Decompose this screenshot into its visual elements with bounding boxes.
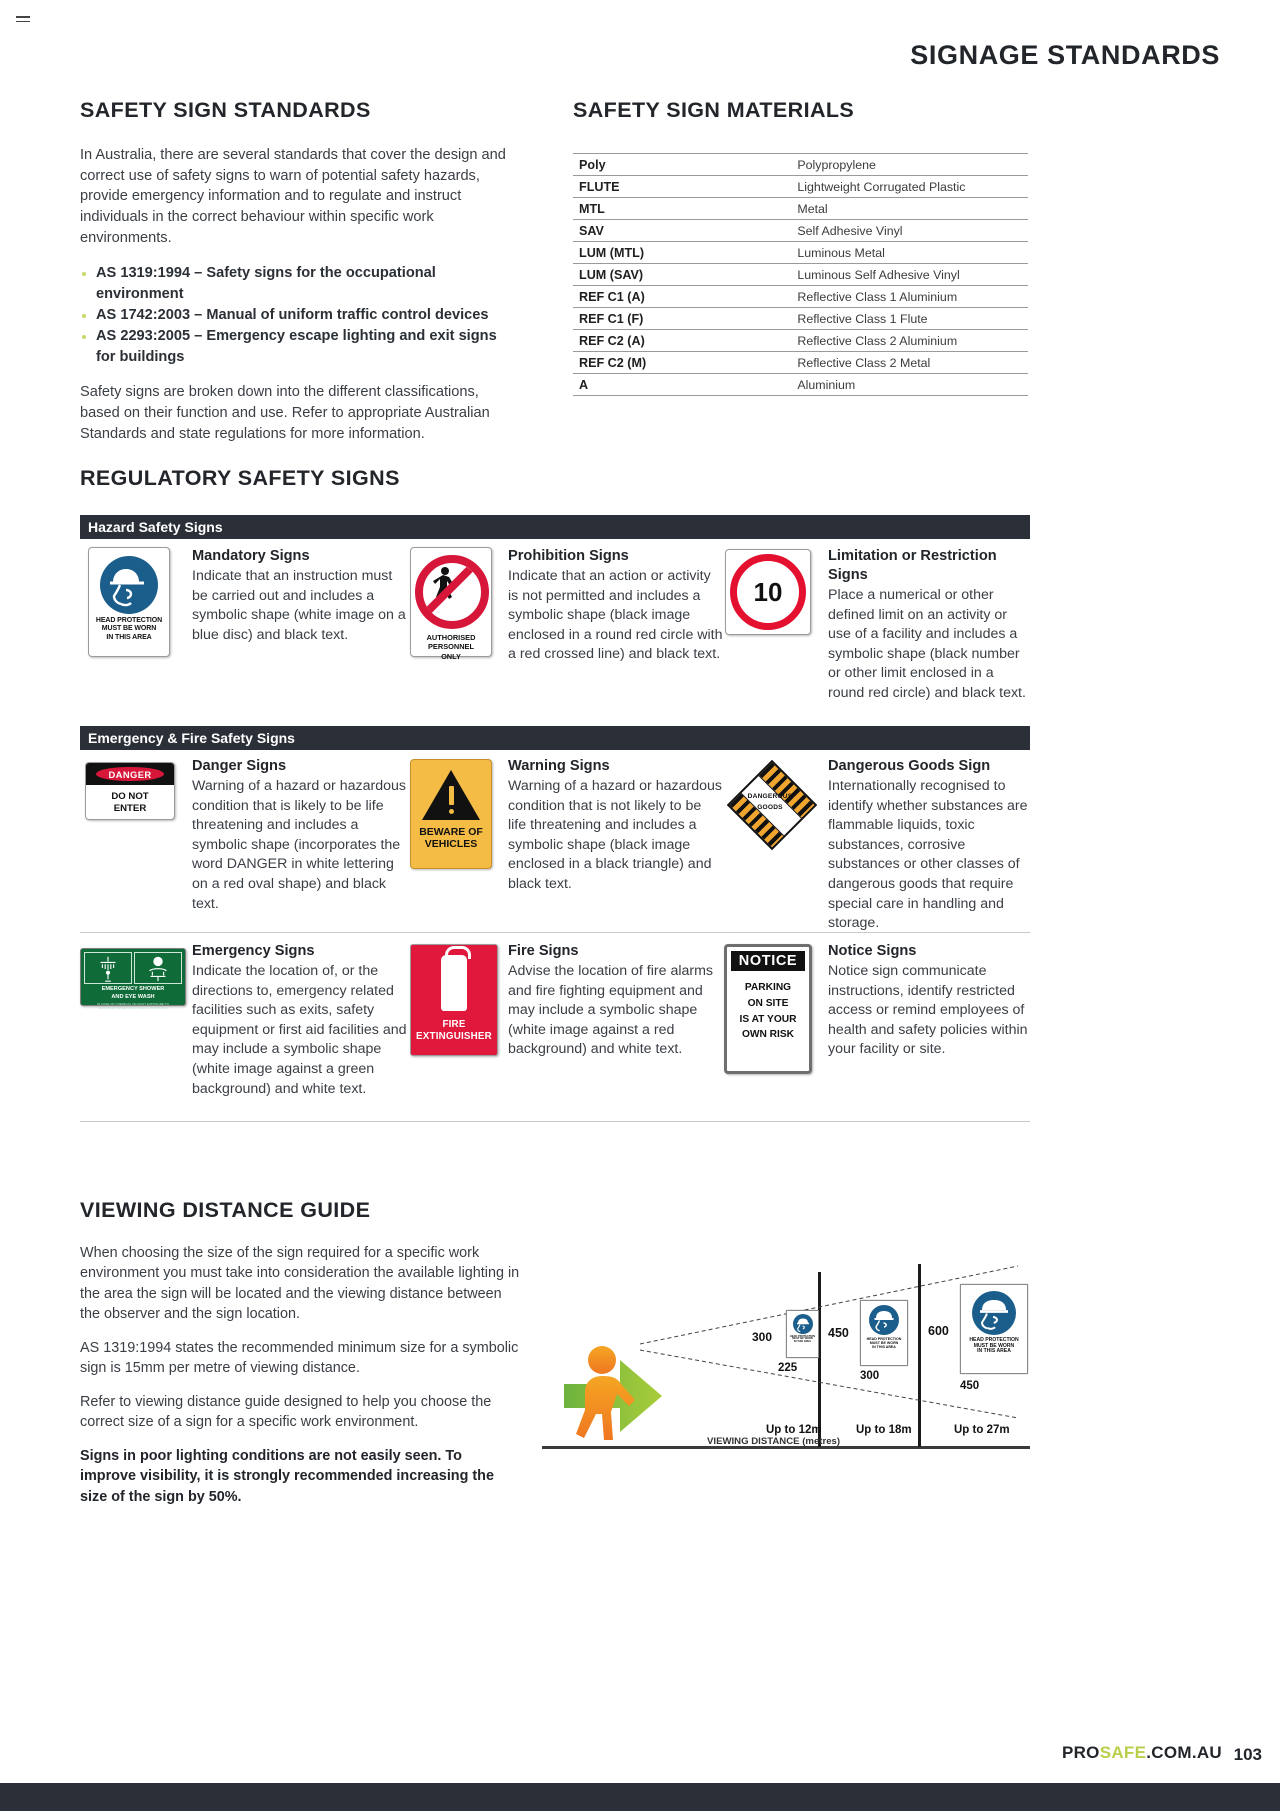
- material-description: Polypropylene: [797, 157, 876, 172]
- material-code: A: [579, 377, 589, 392]
- list-item: AS 2293:2005 – Emergency escape lighting and exit signs for buildings: [80, 326, 520, 368]
- panel-1-width: 225: [778, 1362, 798, 1374]
- table-row: [573, 286, 1028, 308]
- material-code: LUM (SAV): [579, 267, 644, 282]
- panel-3-sign: HEAD PROTECTION MUST BE WORN IN THIS AREA: [960, 1284, 1028, 1374]
- observer-figure: [558, 1336, 668, 1453]
- row-divider: [80, 932, 1030, 933]
- diagram-caption: VIEWING DISTANCE (metres): [707, 1436, 841, 1447]
- card-title: Notice Signs: [828, 943, 917, 959]
- card-description: Place a numerical or other defined limit on an activity or use of a facility and includes a symbolic shape (black number or other limit enclosed in a round red circle) and black text.: [828, 586, 1026, 701]
- danger-sign-graphic: [85, 762, 175, 820]
- materials-table: [573, 153, 1028, 396]
- material-description: Reflective Class 1 Flute: [797, 311, 928, 326]
- table-row: [573, 330, 1028, 352]
- mandatory-sign-graphic: [88, 547, 170, 657]
- viewing-p4: Signs in poor lighting conditions are not easily seen. To improve visibility, it is strongly recommended increasing the size of the sign by 50%.: [80, 1447, 494, 1506]
- footer-bar: [0, 1783, 1280, 1811]
- card-description: Warning of a hazard or hazardous condition that is likely to be life threatening and includes a symbolic shape (incorporates the word DANGER in white lettering on a red oval shape) and black text.: [192, 777, 406, 912]
- limitation-sign-graphic: [725, 549, 811, 635]
- card-description: Indicate that an instruction must be carried out and includes a symbolic shape (white image on a blue disc) and black text.: [192, 567, 406, 643]
- panel-3-height: 600: [928, 1324, 949, 1338]
- card-title: Mandatory Signs: [192, 548, 310, 564]
- table-row: [573, 154, 1028, 176]
- material-description: Metal: [797, 201, 828, 216]
- brand-pre: PRO: [1061, 1743, 1100, 1762]
- fire-sign-caption: FIRE EXTINGUISHER: [416, 1019, 492, 1042]
- no-pedestrian-icon: [415, 555, 489, 629]
- card-title: Warning Signs: [508, 758, 610, 774]
- safety-sign-materials-section: [573, 98, 1028, 396]
- material-code: MTL: [579, 201, 605, 216]
- material-description: Lightweight Corrugated Plastic: [797, 179, 966, 194]
- card-title: Limitation or Restriction Signs: [828, 548, 997, 583]
- material-description: Reflective Class 1 Aluminium: [797, 289, 958, 304]
- material-code: LUM (MTL): [579, 245, 645, 260]
- list-item: AS 1742:2003 – Manual of uniform traffic control devices: [80, 305, 520, 326]
- viewing-p3: Refer to viewing distance guide designed to help you choose the correct size of a sign for a specific work environment.: [80, 1393, 492, 1431]
- material-description: Self Adhesive Vinyl: [797, 223, 903, 238]
- material-code: REF C1 (F): [579, 311, 644, 326]
- card-title: Danger Signs: [192, 758, 287, 774]
- material-code: REF C1 (A): [579, 289, 645, 304]
- material-description: Reflective Class 2 Metal: [797, 355, 931, 370]
- emergency-sign-caption: EMERGENCY SHOWER AND EYE WASH: [101, 986, 165, 1000]
- notice-body: PARKING ON SITE IS AT YOUR OWN RISK: [739, 982, 797, 1041]
- list-item: AS 1319:1994 – Safety signs for the occupational environment: [80, 263, 520, 305]
- fire-sign-graphic: [410, 944, 498, 1056]
- emergency-sign-subtext: IN CASE OF CHEMICAL OR DUST EXPOSURE TO WASH BODY/EYES FOR AT LEAST 15 MINUTES: [96, 1002, 170, 1011]
- warning-sign-caption: BEWARE OF VEHICLES: [419, 826, 483, 851]
- brand-post: .COM.AU: [1146, 1743, 1222, 1762]
- danger-sign-caption: DO NOT ENTER: [111, 791, 149, 814]
- table-row: [573, 220, 1028, 242]
- eye-wash-icon: [134, 952, 182, 984]
- card-description: Advise the location of fire alarms and fire fighting equipment and may include a symbolic shape (white image against a red background) and white text.: [508, 962, 714, 1058]
- material-code: SAV: [579, 223, 604, 238]
- table-row: [573, 176, 1028, 198]
- panel-2-width: 300: [860, 1370, 880, 1382]
- standards-outro: Safety signs are broken down into the different classifications, based on their function and use. Refer to appropriate Australian Standards and state regulations for more information.: [80, 384, 490, 442]
- material-description: Luminous Self Adhesive Vinyl: [797, 267, 960, 282]
- section-heading-regulatory: REGULATORY SAFETY SIGNS: [80, 466, 400, 490]
- table-row: [573, 198, 1028, 220]
- prohibition-sign-caption: AUTHORISED PERSONNEL ONLY: [426, 633, 476, 661]
- shower-icon: [84, 952, 132, 984]
- notice-header: NOTICE: [731, 951, 805, 971]
- material-code: REF C2 (M): [579, 355, 647, 370]
- mandatory-sign-caption: HEAD PROTECTION MUST BE WORN IN THIS AREA: [95, 617, 163, 641]
- exclamation-triangle-icon: [422, 770, 480, 820]
- section-divider: [80, 1121, 1030, 1122]
- card-title: Prohibition Signs: [508, 548, 629, 564]
- card-description: Warning of a hazard or hazardous condition that is not likely to be life threatening and includes a symbolic shape (black image enclosed in a black triangle) and black text.: [508, 777, 722, 892]
- speed-limit-number: 10: [730, 554, 806, 630]
- band-hazard-safety-signs: Hazard Safety Signs: [80, 515, 1030, 539]
- panel-2-height: 450: [828, 1326, 849, 1340]
- material-description: Luminous Metal: [797, 245, 885, 260]
- panel-1-height: 300: [752, 1330, 773, 1344]
- section-heading-viewing-distance: VIEWING DISTANCE GUIDE: [80, 1198, 371, 1222]
- panel-2-distance: Up to 18m: [856, 1424, 912, 1436]
- standards-list: [80, 263, 520, 369]
- card-description: Indicate the location of, or the directions to, emergency related facilities such as exits, safety equipment or first aid facilities and may include a symbolic shape (white image against a green background) and white text.: [192, 962, 407, 1097]
- dangerous-goods-graphic: [720, 761, 820, 847]
- brand-mid: SAFE: [1099, 1743, 1147, 1762]
- card-description: Indicate that an action or activity is not permitted and includes a symbolic shape (black image enclosed in a round red circle with a red crossed line) and black text.: [508, 567, 723, 663]
- dangerous-goods-caption: DANGEROUS GOODS: [747, 793, 793, 812]
- material-code: REF C2 (A): [579, 333, 645, 348]
- section-heading-standards: SAFETY SIGN STANDARDS: [80, 98, 371, 122]
- emergency-sign-graphic: [80, 948, 186, 1011]
- hard-hat-icon: [100, 556, 158, 614]
- panel-3-distance: Up to 27m: [954, 1424, 1010, 1436]
- hamburger-icon[interactable]: [16, 16, 30, 25]
- section-heading-materials: SAFETY SIGN MATERIALS: [573, 98, 855, 122]
- notice-sign-graphic: [724, 944, 812, 1074]
- card-title: Emergency Signs: [192, 943, 315, 959]
- material-description: Aluminium: [797, 377, 856, 392]
- table-row: [573, 374, 1028, 396]
- card-description: Notice sign communicate instructions, identify restricted access or remind employees of health and safety policies within your facility or site.: [828, 962, 1028, 1058]
- fire-extinguisher-icon: [441, 955, 467, 1011]
- brand-logo: [1062, 1743, 1222, 1763]
- panel-1-distance: Up to 12m: [766, 1424, 822, 1436]
- danger-word: DANGER: [96, 767, 163, 781]
- viewing-p1: When choosing the size of the sign required for a specific work environment you must take into consideration the available lighting in the area the sign will be located and the viewing distance between the observer and the sign location.: [80, 1245, 520, 1323]
- panel-3-width: 450: [960, 1380, 980, 1392]
- viewing-p2: AS 1319:1994 states the recommended minimum size for a symbolic sign is 15mm per metre of viewing distance.: [80, 1339, 519, 1377]
- card-description: Internationally recognised to identify whether substances are flammable liquids, toxic substances, corrosive substances or other classes of dangerous goods that require special care in handling and storage.: [828, 777, 1028, 932]
- prohibition-sign-graphic: [410, 547, 492, 661]
- warning-sign-graphic: [410, 759, 492, 869]
- band-emergency-fire-safety-signs: Emergency & Fire Safety Signs: [80, 726, 1030, 750]
- material-code: FLUTE: [579, 179, 620, 194]
- table-row: [573, 242, 1028, 264]
- table-row: [573, 352, 1028, 374]
- safety-sign-standards-section: [80, 98, 520, 459]
- table-row: [573, 264, 1028, 286]
- material-description: Reflective Class 2 Aluminium: [797, 333, 958, 348]
- page-title: SIGNAGE STANDARDS: [910, 40, 1220, 70]
- table-row: [573, 308, 1028, 330]
- card-title: Dangerous Goods Sign: [828, 758, 991, 774]
- viewing-distance-diagram: [540, 1258, 1032, 1463]
- viewing-distance-text: [80, 1243, 520, 1508]
- standards-intro: In Australia, there are several standards that cover the design and correct use of safety signs to warn of potential safety hazards, provide emergency information and to regulate and instruct individuals in the correct behaviour within specific work environments.: [80, 147, 506, 246]
- material-code: Poly: [579, 157, 606, 172]
- panel-1-sign: HEAD PROTECTION MUST BE WORN IN THIS AREA: [786, 1310, 819, 1358]
- card-title: Fire Signs: [508, 943, 579, 959]
- page-number: 103: [1233, 1745, 1262, 1764]
- panel-2-sign: HEAD PROTECTION MUST BE WORN IN THIS AREA: [860, 1300, 908, 1366]
